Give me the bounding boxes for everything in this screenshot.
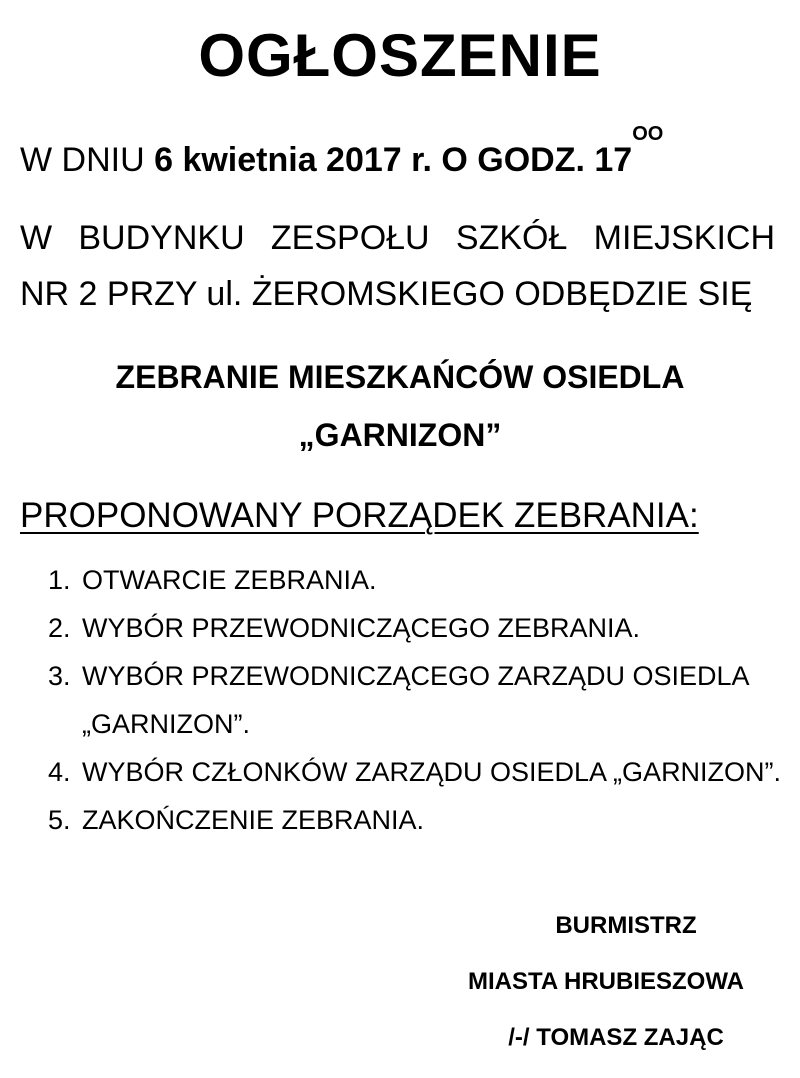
agenda-item-text: OTWARCIE ZEBRANIA.	[82, 565, 377, 595]
agenda-item	[48, 748, 788, 796]
date-prefix: W DNIU	[20, 141, 155, 179]
meeting-line-2: „GARNIZON”	[298, 417, 502, 453]
agenda-item	[48, 556, 788, 604]
agenda-item	[48, 796, 788, 844]
agenda-heading: PROPONOWANY PORZĄDEK ZEBRANIA:	[20, 496, 699, 535]
agenda-item-number: 3.	[48, 661, 71, 691]
signature-name: /-/ TOMASZ ZAJĄC	[508, 1024, 724, 1051]
place-line-1: W BUDYNKU ZESPOŁU SZKÓŁ MIEJSKICH	[20, 219, 775, 257]
place-line-2: NR 2 PRZY ul. ŻEROMSKIEGO ODBĘDZIE SIĘ	[20, 275, 753, 313]
agenda-item-number: 1.	[48, 565, 71, 595]
signature-office: MIASTA HRUBIESZOWA	[468, 968, 744, 995]
notice-title: OGŁOSZENIE	[198, 22, 602, 89]
agenda-item	[48, 652, 788, 748]
meeting-line-1: ZEBRANIE MIESZKAŃCÓW OSIEDLA	[115, 359, 685, 395]
agenda-item-number: 5.	[48, 805, 71, 835]
agenda-item-number: 4.	[48, 757, 71, 787]
agenda-item-number: 2.	[48, 613, 71, 643]
signature-block	[456, 898, 776, 1066]
date-bold: 6 kwietnia 2017 r. O GODZ. 17	[154, 141, 633, 179]
time-superscript: OO	[632, 123, 664, 145]
agenda-item-text: ZAKOŃCZENIE ZEBRANIA.	[82, 805, 425, 835]
meeting-place	[20, 210, 775, 322]
agenda-item-text: WYBÓR PRZEWODNICZĄCEGO ZARZĄDU OSIEDLA „GARNIZON”.	[82, 661, 749, 739]
agenda-item-text: WYBÓR CZŁONKÓW ZARZĄDU OSIEDLA „GARNIZON”.	[82, 757, 782, 787]
agenda-item-text: WYBÓR PRZEWODNICZĄCEGO ZEBRANIA.	[82, 613, 641, 643]
agenda-item	[48, 604, 788, 652]
meeting-name	[0, 348, 800, 464]
signature-title: BURMISTRZ	[555, 912, 697, 939]
agenda-list	[48, 556, 788, 844]
date-time-line	[20, 123, 780, 190]
